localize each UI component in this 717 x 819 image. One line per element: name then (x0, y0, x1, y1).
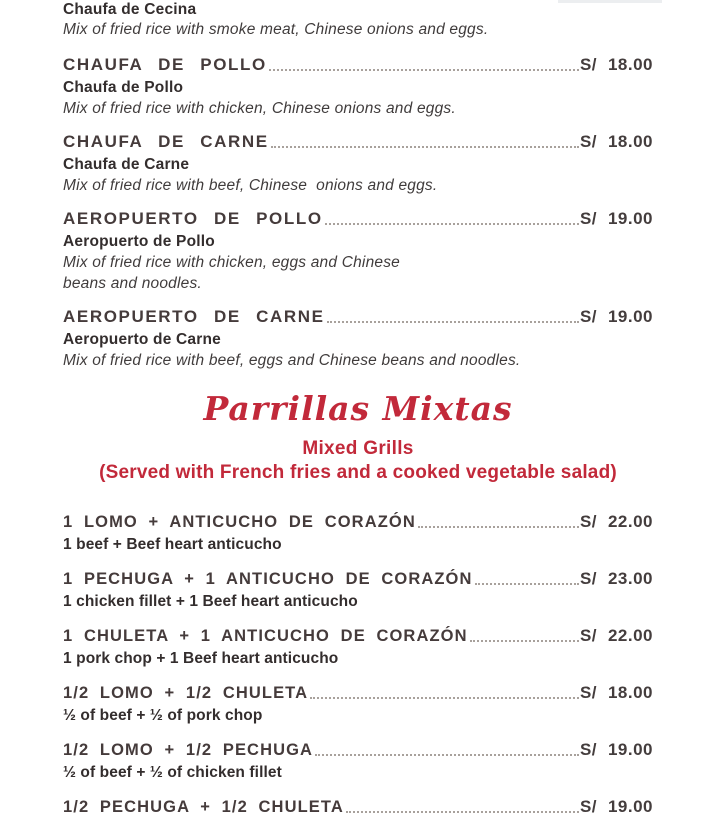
item-subtitle: 1 beef + Beef heart anticucho (63, 536, 282, 553)
menu-item-half-pechuga-half-chuleta (63, 795, 653, 819)
price-amount: 18.00 (607, 55, 653, 74)
dotted-leader (418, 526, 579, 528)
item-price (580, 567, 653, 591)
dotted-leader (346, 811, 579, 813)
item-description: Mix of fried rice with smoke meat, Chinese onions and eggs. (63, 21, 489, 38)
menu-item-chaufa-de-carne (63, 130, 653, 196)
item-title-row (63, 510, 653, 534)
currency-symbol: S/ (579, 740, 597, 759)
item-title: 1/2 PECHUGA + 1/2 CHULETA (63, 798, 344, 816)
item-subtitle: 1 pork chop + 1 Beef heart anticucho (63, 650, 339, 667)
price-amount: 19.00 (607, 209, 653, 228)
currency-symbol: S/ (579, 307, 597, 326)
currency-symbol: S/ (579, 626, 597, 645)
dotted-leader (269, 69, 579, 71)
item-subtitle: Chaufa de Carne (63, 156, 190, 173)
menu-item-chaufa-de-cecina-partial (63, 0, 653, 40)
cropped-line-remnant (558, 0, 662, 3)
currency-symbol: S/ (579, 55, 597, 74)
price-amount: 19.00 (607, 307, 653, 326)
item-title-row (63, 738, 653, 762)
item-description: Mix of fried rice with chicken, Chinese onions and eggs. (63, 100, 456, 117)
dotted-leader (310, 697, 579, 699)
section-title-script: Parrillas Mixtas (203, 389, 513, 428)
item-subtitle: 1 chicken fillet + 1 Beef heart anticucho (63, 593, 358, 610)
currency-symbol: S/ (579, 132, 597, 151)
price-amount: 23.00 (607, 569, 653, 588)
item-subtitle: Aeropuerto de Carne (63, 331, 221, 348)
menu-item-pechuga-anticucho (63, 567, 653, 612)
dotted-leader (271, 146, 579, 148)
item-title: 1/2 LOMO + 1/2 CHULETA (63, 684, 309, 702)
price-amount: 18.00 (607, 132, 653, 151)
item-title: CHAUFA DE POLLO (63, 55, 267, 74)
item-description: Mix of fried rice with beef, eggs and Chinese beans and noodles. (63, 352, 521, 369)
item-price (580, 207, 653, 231)
dotted-leader (325, 223, 579, 225)
currency-symbol: S/ (579, 512, 597, 531)
menu-item-aeropuerto-de-pollo (63, 207, 653, 294)
item-subtitle: Chaufa de Cecina (63, 1, 197, 18)
menu-item-chaufa-de-pollo (63, 53, 653, 119)
section-note: (Served with French fries and a cooked vegetable salad) (99, 462, 617, 483)
item-title-row (63, 53, 653, 77)
item-title: AEROPUERTO DE CARNE (63, 307, 325, 326)
item-title: 1 PECHUGA + 1 ANTICUCHO DE CORAZÓN (63, 570, 473, 588)
item-subtitle: ½ of beef + ½ of pork chop (63, 707, 263, 724)
price-amount: 18.00 (607, 683, 653, 702)
item-subtitle: ½ of beef + ½ of chicken fillet (63, 764, 282, 781)
item-title-row (63, 681, 653, 705)
item-title: 1 CHULETA + 1 ANTICUCHO DE CORAZÓN (63, 627, 468, 645)
item-title-row (63, 795, 653, 819)
menu-item-lomo-anticucho (63, 510, 653, 555)
section-heading-parrillas-mixtas (63, 389, 653, 484)
dotted-leader (470, 640, 579, 642)
item-title-row (63, 207, 653, 231)
price-amount: 19.00 (607, 740, 653, 759)
item-title: CHAUFA DE CARNE (63, 132, 269, 151)
item-subtitle: Aeropuerto de Pollo (63, 233, 215, 250)
item-title-row (63, 624, 653, 648)
currency-symbol: S/ (579, 797, 597, 816)
item-price (580, 795, 653, 819)
item-title: 1 LOMO + ANTICUCHO DE CORAZÓN (63, 513, 416, 531)
item-title-row (63, 130, 653, 154)
menu-item-chuleta-anticucho (63, 624, 653, 669)
section-title-english: Mixed Grills (302, 438, 414, 459)
menu-item-aeropuerto-de-carne (63, 305, 653, 371)
price-amount: 22.00 (607, 512, 653, 531)
item-price (580, 624, 653, 648)
dotted-leader (327, 321, 579, 323)
currency-symbol: S/ (579, 569, 597, 588)
dotted-leader (475, 583, 579, 585)
menu-item-half-lomo-half-pechuga (63, 738, 653, 783)
item-price (580, 681, 653, 705)
item-price (580, 53, 653, 77)
dotted-leader (315, 754, 579, 756)
item-title: AEROPUERTO DE POLLO (63, 209, 323, 228)
item-price (580, 130, 653, 154)
item-description-line2: beans and noodles. (63, 275, 202, 292)
item-description: Mix of fried rice with beef, Chinese onions and eggs. (63, 177, 438, 194)
price-amount: 22.00 (607, 626, 653, 645)
currency-symbol: S/ (579, 683, 597, 702)
item-price (580, 738, 653, 762)
item-title-row (63, 567, 653, 591)
currency-symbol: S/ (579, 209, 597, 228)
item-subtitle: Chaufa de Pollo (63, 79, 184, 96)
price-amount: 19.00 (607, 797, 653, 816)
item-title-row (63, 305, 653, 329)
menu-item-half-lomo-half-chuleta (63, 681, 653, 726)
item-description: Mix of fried rice with chicken, eggs and Chinese (63, 254, 400, 271)
item-price (580, 510, 653, 534)
item-price (580, 305, 653, 329)
item-title: 1/2 LOMO + 1/2 PECHUGA (63, 741, 314, 759)
